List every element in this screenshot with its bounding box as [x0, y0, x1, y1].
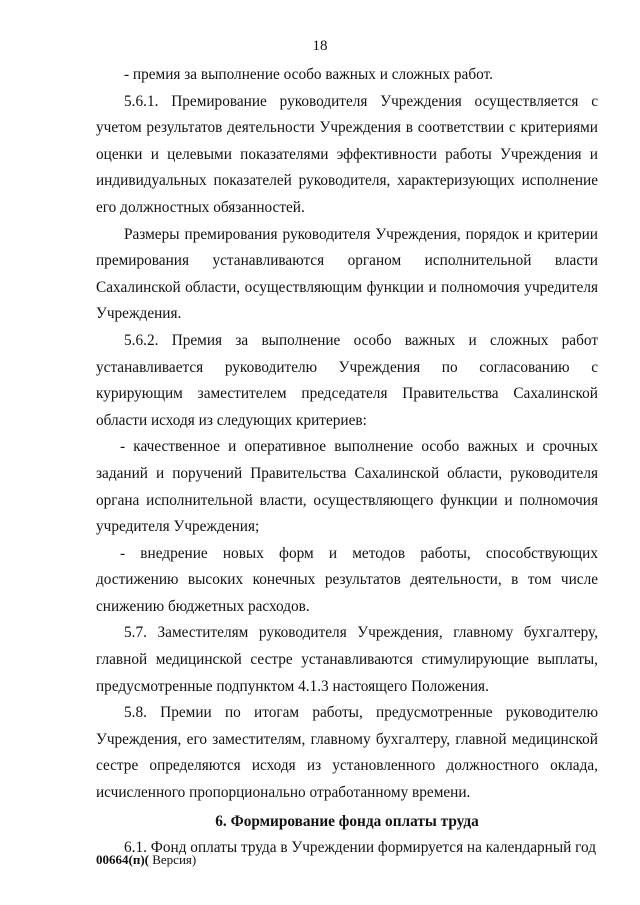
document-footer: [96, 852, 196, 868]
paragraph-bonus-sizes: Размеры премирования руководителя Учреждения, порядок и критерии премирования устанавливаются органом исполнительной власти Сахалинской области, осуществляющим функции и полномочия учредителя Учреждения.: [96, 225, 598, 323]
paragraph-bonus-item: - премия за выполнение особо важных и сложных работ.: [124, 66, 493, 83]
page-number: 18: [312, 38, 328, 54]
paragraph-5-8: 5.8. Премии по итогам работы, предусмотренные руководителю Учреждения, его заместителям, главному бухгалтеру, главной медицинской сестре определяются исходя из установленного должностного оклада, исчисленного пропорционально отработанному времени.: [96, 704, 598, 802]
document-body: [96, 62, 598, 862]
list-item-criterion-1: - качественное и оперативное выполнение особо важных и срочных заданий и поручений Правительства Сахалинской области, руководителя органа исполнительной власти, осуществляющего функции и полномочия учредителя Учреждения;: [96, 438, 598, 536]
paragraph-5-6-2: 5.6.2. Премия за выполнение особо важных и сложных работ устанавливается руководителю Учреждения по согласованию с курирующим заместителем председателя Правительства Сахалинской области исходя из следующих критериев:: [96, 331, 598, 429]
section-heading: 6. Формирование фонда оплаты труда: [215, 812, 479, 830]
paragraph-6-1: 6.1. Фонд оплаты труда в Учреждении формируется на календарный год: [124, 839, 597, 857]
footer-version: Версия): [148, 852, 197, 867]
footer-code: 00664(п)(: [96, 852, 149, 867]
list-item-criterion-2: - внедрение новых форм и методов работы, способствующих достижению высоких конечных результатов деятельности, в том числе снижению бюджетных расходов.: [96, 544, 598, 615]
paragraph-5-6-1: 5.6.1. Премирование руководителя Учреждения осуществляется с учетом результатов деятельности Учреждения в соответствии с критериями оценки и целевыми показателями эффективности работы Учреждения и индивидуальных показателей руководителя, характеризующих исполнение его должностных обязанностей.: [96, 92, 598, 216]
paragraph-5-7: 5.7. Заместителям руководителя Учреждения, главному бухгалтеру, главной медицинской сестре устанавливаются стимулирующие выплаты, предусмотренные подпунктом 4.1.3 настоящего Положения.: [96, 624, 598, 695]
